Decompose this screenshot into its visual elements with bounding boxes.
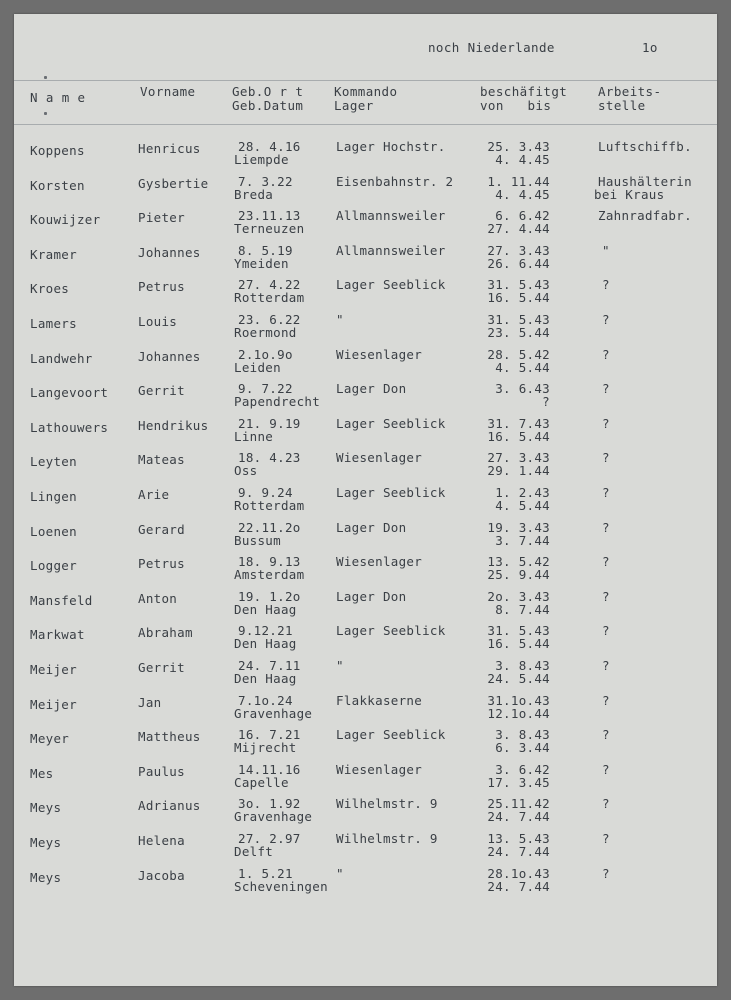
row-von: 28.1o.43 [487, 866, 550, 881]
row-geb-datum: 21. 9.19 [238, 416, 301, 431]
row-geb-datum: 16. 7.21 [238, 727, 301, 742]
row-vorname: Johannes [138, 245, 201, 260]
row-vorname: Arie [138, 487, 170, 502]
row-arbeitsstelle: ? [602, 762, 610, 777]
row-bis: 23. 5.44 [487, 325, 550, 340]
row-lager: Allmannsweiler [336, 208, 446, 223]
row-vorname: Louis [138, 314, 178, 329]
row-geb-ort: Den Haag [234, 636, 297, 651]
row-arbeitsstelle: ? [602, 381, 610, 396]
row-geb-datum: 9.12.21 [238, 623, 293, 638]
row-geb-datum: 27. 2.97 [238, 831, 301, 846]
row-bis: 16. 5.44 [487, 290, 550, 305]
row-bis: 4. 5.44 [495, 360, 550, 375]
row-arbeitsstelle: ? [602, 277, 610, 292]
col-header-stelle: stelle [598, 98, 646, 113]
row-geb-datum: 22.11.2o [238, 520, 301, 535]
row-geb-datum: 18. 9.13 [238, 554, 301, 569]
row-arbeitsstelle: ? [602, 347, 610, 362]
document-page [14, 14, 717, 986]
row-geb-ort: Leiden [234, 360, 281, 375]
row-arbeitsstelle: ? [602, 416, 610, 431]
row-von: 31. 5.43 [487, 277, 550, 292]
row-geb-datum: 9. 9.24 [238, 485, 293, 500]
row-geb-ort: Gravenhage [234, 706, 313, 721]
row-vorname: Adrianus [138, 798, 201, 813]
row-von: 3. 6.42 [495, 762, 550, 777]
row-von: 2o. 3.43 [487, 589, 550, 604]
row-von: 13. 5.42 [487, 554, 550, 569]
row-vorname: Henricus [138, 141, 201, 156]
row-von: 28. 5.42 [487, 347, 550, 362]
row-name: Lingen [30, 489, 77, 504]
row-vorname: Pieter [138, 210, 185, 225]
row-vorname: Mattheus [138, 729, 201, 744]
row-geb-ort: Rotterdam [234, 498, 305, 513]
row-arbeitsstelle: ? [602, 554, 610, 569]
col-header-von-bis: von bis [480, 98, 552, 113]
row-arbeitsstelle: ? [602, 485, 610, 500]
row-lager: " [336, 866, 344, 881]
row-name: Meys [30, 800, 62, 815]
row-bis: 16. 5.44 [487, 429, 550, 444]
row-von: 31. 7.43 [487, 416, 550, 431]
row-geb-datum: 3o. 1.92 [238, 796, 301, 811]
row-lager: " [336, 312, 344, 327]
row-vorname: Helena [138, 833, 185, 848]
row-bis: 4. 4.45 [495, 152, 550, 167]
row-bis: 4. 4.45 [495, 187, 550, 202]
row-vorname: Gerrit [138, 383, 185, 398]
row-arbeitsstelle: ? [602, 693, 610, 708]
row-name: Logger [30, 558, 77, 573]
row-bis: 24. 7.44 [487, 879, 550, 894]
row-arbeitsstelle: ? [602, 796, 610, 811]
row-bis: 6. 3.44 [495, 740, 550, 755]
row-bis: ? [542, 394, 550, 409]
row-name: Kroes [30, 281, 70, 296]
row-geb-ort: Liempde [234, 152, 289, 167]
row-vorname: Hendrikus [138, 418, 209, 433]
row-name: Markwat [30, 627, 85, 642]
row-lager: Lager Seeblick [336, 277, 446, 292]
row-arbeitsstelle: Zahnradfabr. [598, 208, 692, 223]
row-geb-datum: 23.11.13 [238, 208, 301, 223]
header-bottom-rule [14, 124, 717, 125]
col-header-geb-ort: Geb.O r t [232, 84, 304, 99]
row-von: 3. 8.43 [495, 727, 550, 742]
row-geb-ort: Capelle [234, 775, 289, 790]
row-geb-datum: 28. 4.16 [238, 139, 301, 154]
row-bis: 12.1o.44 [487, 706, 550, 721]
row-bis: 24. 5.44 [487, 671, 550, 686]
col-header-vorname: Vorname [140, 84, 196, 99]
row-geb-datum: 24. 7.11 [238, 658, 301, 673]
row-von: 25. 3.43 [487, 139, 550, 154]
row-name: Lathouwers [30, 420, 109, 435]
row-lager: Wilhelmstr. 9 [336, 796, 438, 811]
header-top-rule [14, 80, 717, 81]
row-name: Meijer [30, 697, 77, 712]
row-von: 31. 5.43 [487, 623, 550, 638]
page-number: 1o [642, 40, 658, 55]
row-name: Langevoort [30, 385, 109, 400]
row-name: Lamers [30, 316, 77, 331]
row-geb-datum: 19. 1.2o [238, 589, 301, 604]
row-name: Meijer [30, 662, 77, 677]
row-von: 31.1o.43 [487, 693, 550, 708]
row-lager: Lager Don [336, 589, 407, 604]
row-arbeitsstelle: Luftschiffb. [598, 139, 692, 154]
row-vorname: Abraham [138, 625, 193, 640]
row-geb-ort: Den Haag [234, 602, 297, 617]
row-geb-datum: 7. 3.22 [238, 174, 293, 189]
row-lager: Flakkaserne [336, 693, 423, 708]
row-geb-ort: Linne [234, 429, 274, 444]
row-geb-ort: Amsterdam [234, 567, 305, 582]
row-vorname: Petrus [138, 279, 185, 294]
row-lager: Lager Seeblick [336, 485, 446, 500]
row-geb-ort: Den Haag [234, 671, 297, 686]
row-vorname: Anton [138, 591, 178, 606]
col-header-name: N a m e [30, 90, 86, 105]
row-arbeitsstelle-line2: bei Kraus [594, 187, 665, 202]
row-lager: Lager Don [336, 381, 407, 396]
row-arbeitsstelle: Haushälterin [598, 174, 692, 189]
row-geb-datum: 2.1o.9o [238, 347, 293, 362]
row-name: Kramer [30, 247, 77, 262]
row-von: 6. 6.42 [495, 208, 550, 223]
row-bis: 16. 5.44 [487, 636, 550, 651]
row-geb-ort: Papendrecht [234, 394, 321, 409]
row-geb-ort: Gravenhage [234, 809, 313, 824]
row-name: Mes [30, 766, 54, 781]
row-name: Mansfeld [30, 593, 93, 608]
margin-mark [44, 112, 47, 115]
row-bis: 24. 7.44 [487, 809, 550, 824]
row-arbeitsstelle: ? [602, 312, 610, 327]
row-geb-ort: Delft [234, 844, 274, 859]
page-heading: noch Niederlande [428, 40, 555, 55]
row-geb-datum: 1. 5.21 [238, 866, 293, 881]
row-von: 1. 2.43 [495, 485, 550, 500]
row-von: 19. 3.43 [487, 520, 550, 535]
row-geb-datum: 23. 6.22 [238, 312, 301, 327]
row-lager: Lager Seeblick [336, 416, 446, 431]
col-header-kommando: Kommando [334, 84, 398, 99]
row-bis: 4. 5.44 [495, 498, 550, 513]
row-lager: Lager Hochstr. [336, 139, 446, 154]
row-lager: Lager Seeblick [336, 623, 446, 638]
row-arbeitsstelle: ? [602, 623, 610, 638]
row-lager: Wiesenlager [336, 762, 423, 777]
row-lager: Wiesenlager [336, 450, 423, 465]
row-geb-ort: Mijrecht [234, 740, 297, 755]
row-bis: 29. 1.44 [487, 463, 550, 478]
row-arbeitsstelle: ? [602, 450, 610, 465]
row-lager: Eisenbahnstr. 2 [336, 174, 454, 189]
row-von: 3. 8.43 [495, 658, 550, 673]
row-lager: " [336, 658, 344, 673]
row-arbeitsstelle: ? [602, 727, 610, 742]
row-lager: Wilhelmstr. 9 [336, 831, 438, 846]
row-arbeitsstelle: ? [602, 520, 610, 535]
row-lager: Wiesenlager [336, 347, 423, 362]
row-arbeitsstelle: " [602, 243, 610, 258]
row-arbeitsstelle: ? [602, 831, 610, 846]
row-bis: 17. 3.45 [487, 775, 550, 790]
row-name: Korsten [30, 178, 85, 193]
row-geb-datum: 18. 4.23 [238, 450, 301, 465]
row-name: Leyten [30, 454, 77, 469]
row-geb-ort: Breda [234, 187, 274, 202]
row-von: 27. 3.43 [487, 243, 550, 258]
row-geb-ort: Rotterdam [234, 290, 305, 305]
row-vorname: Jan [138, 695, 162, 710]
row-geb-datum: 9. 7.22 [238, 381, 293, 396]
row-von: 31. 5.43 [487, 312, 550, 327]
row-vorname: Gerrit [138, 660, 185, 675]
row-von: 1. 11.44 [487, 174, 550, 189]
row-vorname: Gerard [138, 522, 185, 537]
row-geb-ort: Ymeiden [234, 256, 289, 271]
row-lager: Lager Seeblick [336, 727, 446, 742]
row-name: Koppens [30, 143, 85, 158]
row-von: 27. 3.43 [487, 450, 550, 465]
row-name: Meys [30, 870, 62, 885]
row-vorname: Mateas [138, 452, 185, 467]
row-vorname: Johannes [138, 349, 201, 364]
row-geb-datum: 8. 5.19 [238, 243, 293, 258]
col-header-geb-datum: Geb.Datum [232, 98, 304, 113]
row-geb-ort: Oss [234, 463, 258, 478]
col-header-lager: Lager [334, 98, 374, 113]
row-bis: 27. 4.44 [487, 221, 550, 236]
row-geb-ort: Terneuzen [234, 221, 305, 236]
row-lager: Lager Don [336, 520, 407, 535]
row-geb-ort: Roermond [234, 325, 297, 340]
row-vorname: Jacoba [138, 868, 185, 883]
row-geb-ort: Scheveningen [234, 879, 328, 894]
row-vorname: Paulus [138, 764, 185, 779]
col-header-arbeits: Arbeits- [598, 84, 662, 99]
row-name: Landwehr [30, 351, 93, 366]
row-name: Loenen [30, 524, 77, 539]
row-name: Kouwijzer [30, 212, 101, 227]
row-name: Meys [30, 835, 62, 850]
row-geb-ort: Bussum [234, 533, 281, 548]
row-bis: 26. 6.44 [487, 256, 550, 271]
row-geb-datum: 14.11.16 [238, 762, 301, 777]
col-header-beschaeftigt: beschäfitgt [480, 84, 568, 99]
row-geb-datum: 27. 4.22 [238, 277, 301, 292]
row-lager: Wiesenlager [336, 554, 423, 569]
row-bis: 25. 9.44 [487, 567, 550, 582]
row-bis: 3. 7.44 [495, 533, 550, 548]
row-von: 25.11.42 [487, 796, 550, 811]
row-vorname: Petrus [138, 556, 185, 571]
row-vorname: Gysbertie [138, 176, 209, 191]
row-bis: 8. 7.44 [495, 602, 550, 617]
row-bis: 24. 7.44 [487, 844, 550, 859]
row-von: 13. 5.43 [487, 831, 550, 846]
row-arbeitsstelle: ? [602, 866, 610, 881]
row-von: 3. 6.43 [495, 381, 550, 396]
row-arbeitsstelle: ? [602, 589, 610, 604]
row-name: Meyer [30, 731, 70, 746]
row-arbeitsstelle: ? [602, 658, 610, 673]
margin-mark [44, 76, 47, 79]
row-geb-datum: 7.1o.24 [238, 693, 293, 708]
row-lager: Allmannsweiler [336, 243, 446, 258]
